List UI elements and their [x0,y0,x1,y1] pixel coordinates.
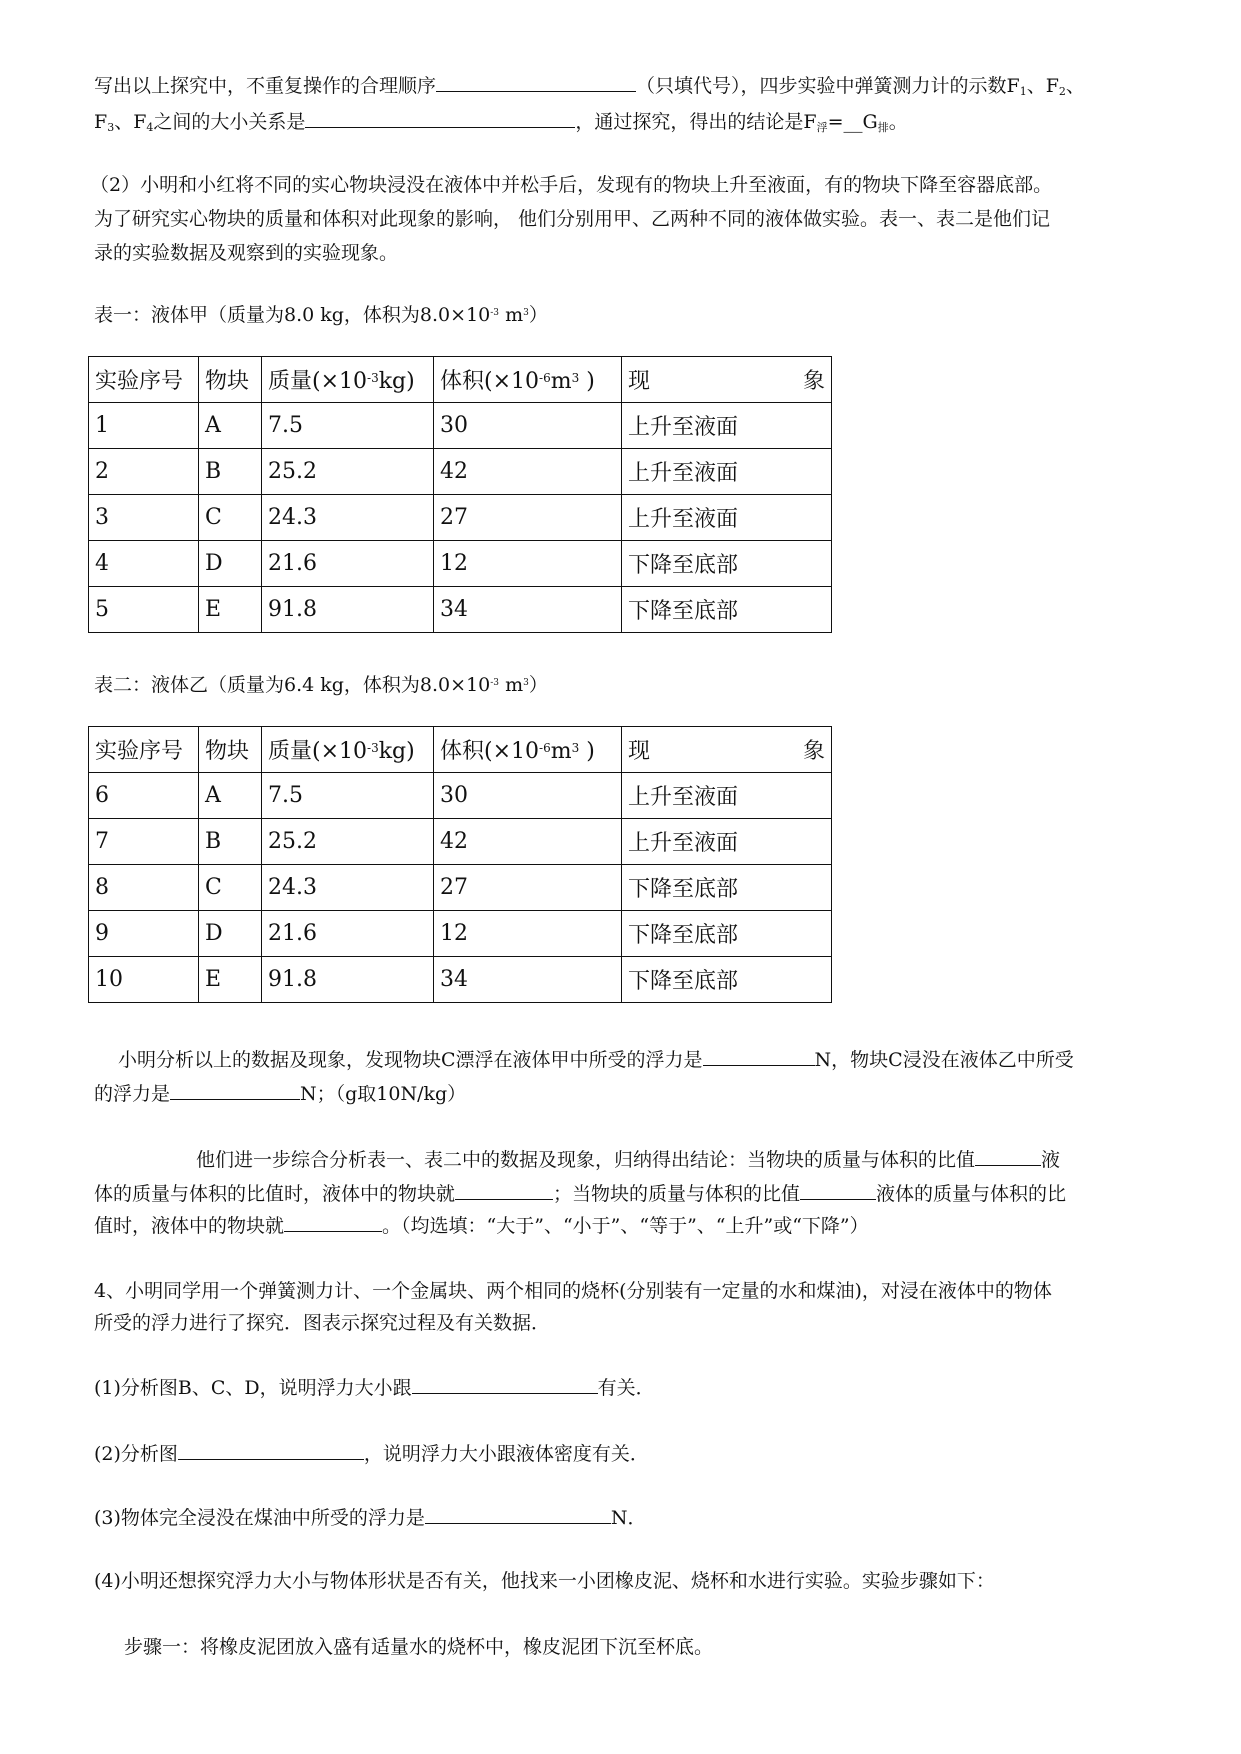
intro-text: （只填代号），四步实验中弹簧测力计的示数F [636,75,1020,97]
analysis-text: N，物块C浸没在液体乙中所受 [814,1049,1074,1071]
answer-blank-q4-2[interactable] [178,1440,364,1460]
part2-line-3: 录的实验数据及观察到的实验现象。 [94,242,399,264]
subscript: 1 [1019,85,1027,98]
header-text: ) [579,739,595,764]
caption-text: m [499,674,524,696]
subscript: 浮 [816,121,828,134]
analysis-text: 小明分析以上的数据及现象，发现物块C漂浮在液体甲中所受的浮力是 [118,1049,703,1071]
header-index: 实验序号 [89,727,199,773]
table-header-row [89,727,832,773]
intro-text: 写出以上探究中，不重复操作的合理顺序 [94,75,437,97]
answer-blank-q4-1[interactable] [412,1374,598,1394]
table-row [89,541,832,587]
cell: C [199,495,262,541]
intro-text: F [94,111,108,133]
superscript: -3 [490,678,500,688]
analysis-text: 液 [1041,1149,1061,1171]
cell: 6 [89,773,199,819]
cell: D [199,541,262,587]
cell: 91.8 [262,957,434,1003]
cell: 34 [434,587,622,633]
q4-sub-1 [94,1374,655,1401]
q4-text: (2)分析图 [94,1443,178,1465]
analysis-text: ；当物块的质量与体积的比值 [553,1183,801,1205]
cell: 3 [89,495,199,541]
q4-line-2: 所受的浮力进行了探究．图表示探究过程及有关数据． [94,1312,551,1334]
cell: B [199,449,262,495]
superscript: -6 [539,371,551,385]
intro-text: 、F [114,111,147,133]
header-text: m [550,369,572,394]
cell: 12 [434,541,622,587]
answer-blank-buoyancy-a[interactable] [703,1046,815,1066]
superscript: -6 [539,741,551,755]
analysis-text: N；（g取10N/kg） [300,1083,467,1105]
header-text: 象 [802,369,825,394]
answer-blank-order[interactable] [436,72,636,92]
superscript: 3 [523,678,529,688]
q4-text: N． [610,1507,647,1529]
cell: 5 [89,587,199,633]
caption-text: ） [528,674,548,696]
header-phenomenon [622,727,832,773]
q4-text: 有关． [597,1377,655,1399]
answer-blank-compare-2[interactable] [800,1180,876,1200]
cell: 上升至液面 [622,449,832,495]
intro-text: 之间的大小关系是 [153,111,306,133]
header-text: 现 [628,369,651,394]
subscript: 4 [146,121,154,134]
cell: 4 [89,541,199,587]
cell: 9 [89,911,199,957]
table-row [89,495,832,541]
subscript: 排 [877,121,889,134]
answer-blank-motion-1[interactable] [455,1180,553,1200]
analysis-text: 。（均选填：“大于”、“小于”、“等于”、“上升”或“下降”） [382,1215,869,1237]
table-row [89,819,832,865]
conclusion-line-3 [94,1212,869,1239]
header-volume [434,357,622,403]
answer-blank-relation[interactable] [305,108,575,128]
table-row [89,773,832,819]
analysis-line-2 [94,1080,466,1107]
answer-blank-compare-1[interactable] [975,1146,1041,1166]
cell: 1 [89,403,199,449]
cell: 上升至液面 [622,819,832,865]
q4-text: (1)分析图B、C、D，说明浮力大小跟 [94,1377,412,1399]
cell: 10 [89,957,199,1003]
answer-blank-buoyancy-b[interactable] [170,1080,300,1100]
cell: 21.6 [262,541,434,587]
table-row [89,403,832,449]
header-index: 实验序号 [89,357,199,403]
header-text: kg) [378,739,415,764]
intro-text: =__G [827,111,878,133]
header-phenomenon [622,357,832,403]
cell: 12 [434,911,622,957]
cell: A [199,773,262,819]
analysis-text: 值时，液体中的物块就 [94,1215,285,1237]
cell: 下降至底部 [622,911,832,957]
header-text: 体积(×10 [440,739,540,764]
cell: 21.6 [262,911,434,957]
table-row [89,587,832,633]
header-text: 体积(×10 [440,369,540,394]
cell: 下降至底部 [622,957,832,1003]
conclusion-line-1 [196,1146,1060,1173]
cell: 34 [434,957,622,1003]
cell: 42 [434,449,622,495]
cell: 25.2 [262,819,434,865]
table-row [89,865,832,911]
conclusion-line-2 [94,1180,1066,1207]
header-text: 现 [628,739,651,764]
superscript: -3 [490,308,500,318]
cell: A [199,403,262,449]
q4-line-1: 4、小明同学用一个弹簧测力计、一个金属块、两个相同的烧杯(分别装有一定量的水和煤油)，对浸在液体中的物体 [94,1280,1052,1302]
cell: D [199,911,262,957]
intro-text: 。 [888,111,908,133]
table-row [89,449,832,495]
superscript: -3 [367,371,379,385]
table1-caption [94,300,548,328]
table-row [89,957,832,1003]
q4-sub-4: (4)小明还想探究浮力大小与物体形状是否有关，他找来一小团橡皮泥、烧杯和水进行实验。实验步骤如下： [94,1570,995,1592]
q4-text: ，说明浮力大小跟液体密度有关． [363,1443,649,1465]
intro-line-1 [94,72,1085,105]
q4-step-1: 步骤一：将橡皮泥团放入盛有适量水的烧杯中，橡皮泥团下沉至杯底。 [124,1636,714,1658]
cell: 7.5 [262,773,434,819]
table-header-row [89,357,832,403]
cell: 2 [89,449,199,495]
header-volume [434,727,622,773]
caption-text: ） [528,304,548,326]
cell: 24.3 [262,495,434,541]
cell: E [199,587,262,633]
cell: 30 [434,403,622,449]
table-1 [88,356,832,633]
superscript: 3 [571,371,580,385]
intro-text: ，通过探究，得出的结论是F [575,111,817,133]
cell: 下降至底部 [622,541,832,587]
caption-text: m [499,304,524,326]
header-text: kg) [378,369,415,394]
superscript: 3 [571,741,580,755]
analysis-text: 他们进一步综合分析表一、表二中的数据及现象，归纳得出结论：当物块的质量与体积的比值 [196,1149,976,1171]
cell: 27 [434,495,622,541]
cell: B [199,819,262,865]
table2-caption [94,670,548,698]
header-text: 象 [802,739,825,764]
part2-line-1: （2）小明和小红将不同的实心物块浸没在液体中并松手后，发现有的物块上升至液面，有的物块下降至容器底部。 [90,174,1053,196]
cell: 上升至液面 [622,403,832,449]
cell: 8 [89,865,199,911]
analysis-text: 液体的质量与体积的比 [876,1183,1067,1205]
superscript: -3 [367,741,379,755]
caption-text: 表二：液体乙（质量为6.4 kg，体积为8.0×10 [94,674,491,696]
header-text: m [550,739,572,764]
cell: 下降至底部 [622,865,832,911]
header-text: 质量(×10 [268,369,368,394]
answer-blank-q4-3[interactable] [425,1504,611,1524]
intro-text: 、 [1065,75,1085,97]
cell: C [199,865,262,911]
cell: 下降至底部 [622,587,832,633]
cell: 上升至液面 [622,495,832,541]
cell: 24.3 [262,865,434,911]
header-mass [262,727,434,773]
header-block: 物块 [199,357,262,403]
cell: 25.2 [262,449,434,495]
header-text: ) [579,369,595,394]
intro-text: 、F [1026,75,1059,97]
superscript: 3 [523,308,529,318]
table-row [89,911,832,957]
cell: 7.5 [262,403,434,449]
subscript: 2 [1058,85,1066,98]
cell: 91.8 [262,587,434,633]
cell: 30 [434,773,622,819]
q4-text: (3)物体完全浸没在煤油中所受的浮力是 [94,1507,425,1529]
intro-line-2 [94,108,908,141]
table-2 [88,726,832,1003]
header-mass [262,357,434,403]
analysis-line-1 [118,1046,1074,1073]
analysis-text: 体的质量与体积的比值时，液体中的物块就 [94,1183,456,1205]
cell: 上升至液面 [622,773,832,819]
header-text: 质量(×10 [268,739,368,764]
subscript: 3 [107,121,115,134]
cell: 27 [434,865,622,911]
cell: E [199,957,262,1003]
caption-text: 表一：液体甲（质量为8.0 kg，体积为8.0×10 [94,304,491,326]
header-block: 物块 [199,727,262,773]
cell: 7 [89,819,199,865]
analysis-text: 的浮力是 [94,1083,171,1105]
cell: 42 [434,819,622,865]
q4-sub-2 [94,1440,649,1467]
q4-sub-3 [94,1504,647,1531]
part2-line-2: 为了研究实心物块的质量和体积对此现象的影响， 他们分别用甲、乙两种不同的液体做实验。表一、表二是他们记 [94,208,1051,230]
answer-blank-motion-2[interactable] [284,1212,382,1232]
